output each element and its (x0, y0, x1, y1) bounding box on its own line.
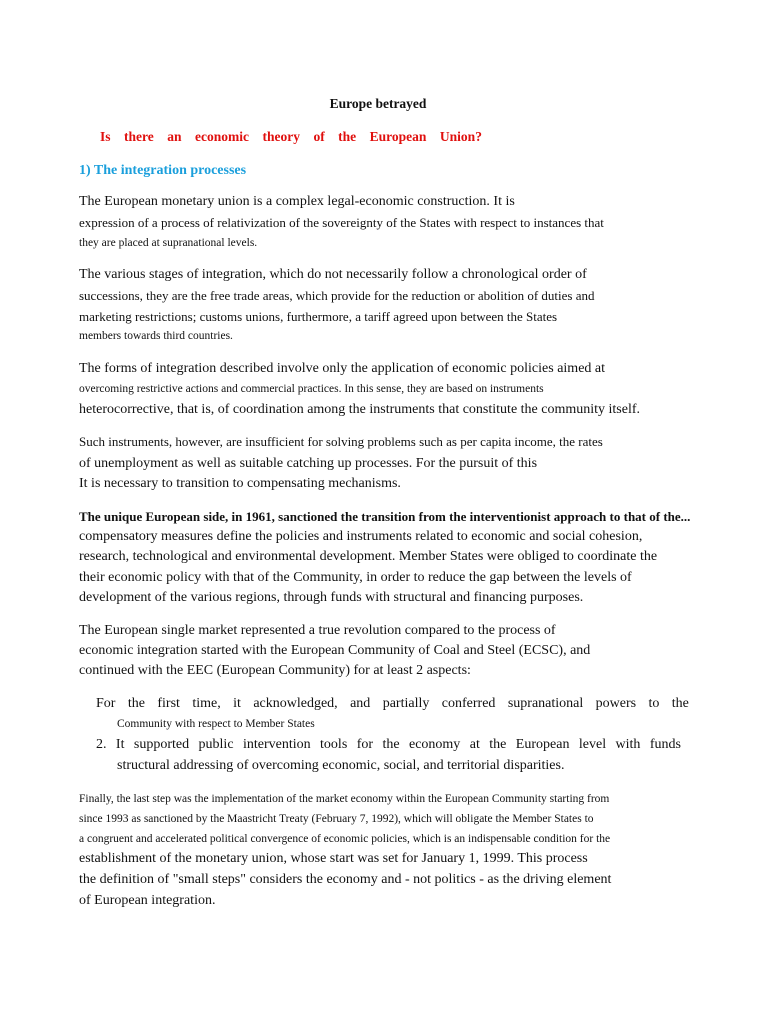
list-word: the (489, 737, 507, 752)
paragraph-line: Such instruments, however, are insufficient for solving problems such as per capita income, the rates (79, 434, 603, 449)
list-word: for (356, 737, 374, 752)
paragraph-line: Finally, the last step was the implementation of the market economy within the European Community starting from (79, 793, 610, 805)
list-word: the (382, 737, 400, 752)
list-word: it (233, 696, 241, 711)
list-word: and (350, 696, 371, 711)
paragraph-line: heterocorrective, that is, of coordination among the instruments that constitute the community itself. (79, 402, 641, 417)
list-word: to (648, 696, 660, 711)
paragraph-line: successions, they are the free trade areas, which provide for the reduction or abolition of duties and (79, 288, 595, 303)
list-word: time, (192, 696, 221, 711)
list-item-1 (96, 695, 689, 713)
paragraph-line: a congruent and accelerated political convergence of economic policies, which is an indispensable condition for the (79, 833, 611, 845)
paragraph-line: they are placed at supranational levels. (79, 237, 258, 249)
list-word: the (127, 696, 145, 711)
bold-lead-line: The unique European side, in 1961, sanctioned the transition from the interventionist approach to that of the... (79, 509, 691, 524)
list-item-1-continuation: Community with respect to Member States (117, 718, 315, 730)
subtitle-word: European (369, 129, 427, 144)
list-word: with (615, 737, 641, 752)
paragraph-line: since 1993 as sanctioned by the Maastricht Treaty (February 7, 1992), which will obligate the Member States to (79, 813, 594, 825)
paragraph-line: marketing restrictions; customs unions, furthermore, a tariff agreed upon between the States (79, 309, 558, 324)
section-heading: 1) The integration processes (79, 163, 247, 178)
paragraph-line: their economic policy with that of the Community, in order to reduce the gap between the levels of (79, 570, 632, 585)
list-word: It (115, 737, 125, 752)
paragraph-line: of European integration. (79, 893, 216, 908)
paragraph-line: compensatory measures define the policies and instruments related to economic and social cohesion, (79, 529, 643, 544)
subtitle-word: of (313, 129, 325, 144)
list-word: conferred (441, 696, 496, 711)
list-word: acknowledged, (253, 696, 338, 711)
list-word: the (671, 696, 689, 711)
paragraph-line: The European monetary union is a complex legal-economic construction. It is (79, 194, 515, 209)
subtitle-word: Union? (439, 129, 482, 144)
paragraph-line: members towards third countries. (79, 330, 233, 342)
paragraph-line: development of the various regions, through funds with structural and financing purposes. (79, 590, 584, 605)
list-word: For (96, 696, 116, 711)
paragraph-line: It is necessary to transition to compensating mechanisms. (79, 476, 401, 491)
paragraph-line: establishment of the monetary union, whose start was set for January 1, 1999. This process (79, 851, 588, 866)
list-word: level (578, 737, 607, 752)
paragraph-line: economic integration started with the European Community of Coal and Steel (ECSC), and (79, 643, 591, 658)
list-word: at (469, 737, 480, 752)
list-word: European (515, 737, 570, 752)
paragraph-line: continued with the EEC (European Community) for at least 2 aspects: (79, 663, 471, 678)
list-word: funds (649, 737, 681, 752)
paragraph-line: research, technological and environmental development. Member States were obliged to coordinate the (79, 549, 658, 564)
subtitle-word: an (167, 129, 182, 144)
list-item-2-continuation: structural addressing of overcoming economic, social, and territorial disparities. (117, 758, 565, 773)
paragraph-line: of unemployment as well as suitable catching up processes. For the pursuit of this (79, 456, 538, 471)
list-item-2 (96, 736, 681, 754)
list-word: 2. (96, 737, 107, 752)
paragraph-line: The forms of integration described involve only the application of economic policies aimed at (79, 361, 606, 376)
list-word: partially (382, 696, 430, 711)
page-title: Europe betrayed (329, 96, 427, 111)
subtitle (100, 128, 482, 146)
list-word: supranational (507, 696, 584, 711)
subtitle-word: there (124, 129, 154, 144)
subtitle-word: the (338, 129, 357, 144)
list-word: supported (133, 737, 190, 752)
paragraph-line: the definition of "small steps" considers the economy and - not politics - as the driving element (79, 872, 612, 887)
subtitle-word: theory (262, 129, 300, 144)
paragraph-line: The various stages of integration, which do not necessarily follow a chronological order of (79, 267, 587, 282)
list-word: economy (408, 737, 461, 752)
list-word: public (198, 737, 234, 752)
paragraph-line: expression of a process of relativization of the sovereignty of the States with respect to instances that (79, 215, 604, 230)
list-word: intervention (242, 737, 311, 752)
paragraph-line: overcoming restrictive actions and commercial practices. In this sense, they are based on instruments (79, 383, 544, 395)
list-word: powers (595, 696, 637, 711)
list-word: first (157, 696, 180, 711)
subtitle-word: economic (194, 129, 249, 144)
list-word: tools (320, 737, 348, 752)
subtitle-word: Is (100, 129, 111, 144)
paragraph-line: The European single market represented a true revolution compared to the process of (79, 623, 556, 638)
